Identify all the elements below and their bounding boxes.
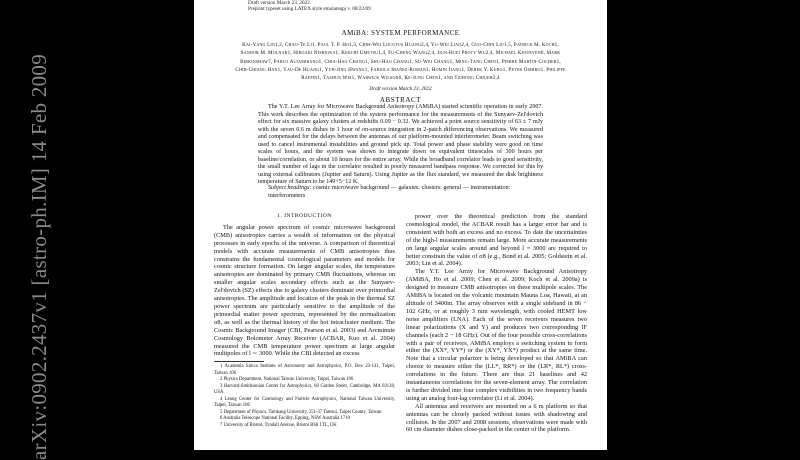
right-paragraph-3: All antennas and receivers are mounted on a 6 m platform so that antennas can be closely packed without issues with shadowing and collision. In the 2007 and 2008 sessions, observations were made with 60 cm diameter dishes close-packed in the center of the platform.	[406, 402, 587, 434]
introduction-heading: 1. INTRODUCTION	[277, 213, 332, 219]
right-column	[406, 213, 587, 434]
footnote: 7 University of Bristol, Tyndall Avenue, Bristol BS8 1TL, UK	[220, 422, 337, 428]
right-paragraph-2: The Y.T. Lee Array for Microwave Background Anisotropy (AMiBA, Ho et al. 2009; Chen et al. 2009; Koch et al. 2009a) is designed to measure CMB anisotropies on these multipole scales. The AMiBA is located on the volcanic mountain Mauna Loa, Hawaii, at an altitude of 3400m. The array observes with a single sideband in 86 − 102 GHz, or at roughly 3 mm wavelength, with cooled HEMT low noise amplifiers (LNA). Each of the seven receivers measures two linear polarizations (X and Y) and produces two corresponding IF channels (each 2 − 18 GHz). Out of the four possible cross-correlations with a pair of receivers, AMiBA employs a switching system to form either the (XX*, YY*) or the (XY*, YX*) product at the same time. Note that a circular polarizer is being developed so that AMiBA can choose to measure either the (LL*, RR*) or the (LR*, RL*) cross-correlations in the future. There are thus 21 baselines and 42 instantaneous correlations for the seven-element array. The correlation is further divided into four complex visibilities in two frequency bands using an analog four-lag correlator (Li et al. 2004).	[406, 268, 587, 402]
footnote: 6 Australia Telescope National Facility, Epping, NSW Australia 1710	[220, 416, 350, 422]
draft-date: Draft version March 23, 2022	[369, 86, 432, 92]
draft-version-header: Draft version March 23, 2022	[248, 0, 310, 6]
right-paragraph-1: power over the theoretical prediction from the standard cosmological model, the ACBAR result has a larger error bar and is consistent with both an excess and no excess. To date the uncertainties of the high-l measurements remain large. More accurate measurements on large angular scales around and beyond l = 3000 are required to better constrain the value of σ8 (e.g., Bond et al. 2005; Goldstein et al. 2003; Lin et al. 2004).	[406, 213, 587, 268]
abstract-heading: ABSTRACT	[379, 96, 422, 104]
left-column	[214, 213, 395, 429]
footnote-rule	[214, 361, 264, 362]
footnote: 1 Academia Sinica Institute of Astronomy and Astrophysics, P.O. Box 23-141, Taipei, Taiwan 106	[214, 364, 395, 376]
author-list: Kai-Yang Lin1,2, Chao-Te Li1, Paul T. P. Ho1,3, Chih-Wei Locutus Huang2,4, Yu-Wei Liao2,4, Guo-Chin Liu1,5, Patrick M. Koch1, Sandor M. Molnar1, Hiroaki Nishioka1, Keiichi Umetsu1,4, Fu-Cheng Wang2,4, Jiun-Huei Proty Wu2,4, Michael Kesteven6, Mark Birkinshaw7, Pablo Altamirano1, Chia-Hao Chang1, Shu-Hao Chang1, Su-Wei Chang1, Ming-Tang Chen1, Pierre Martin-Cocher1, Chih-Chiang Han1, Yau-De Huang1, Yuh-Jing Hwang1, Fabiola Ibañez-Roman1, Homin Jiang1, Derek Y. Kubo1, Peter Oshiro1, Philippe Raffin1, Tashun Wei1, Warwick Wilson6, Ke-Jung Chen1, and Tzihong Chiueh2,4	[235, 42, 566, 82]
preprint-header: Preprint typeset using LATEX style emulateapj v. 08/22/09	[248, 6, 371, 12]
subject-headings-text: cosmic microwave background — galaxies: clusters: general — instrumentation: interferometers	[268, 185, 511, 199]
abstract-text: The Y.T. Lee Array for Microwave Background Anisotropy (AMiBA) started scientific operation in early 2007. This work describes the optimization of the system performance for the measurements of the Sunyaev-Zel'dovich effect for six massive galaxy clusters at redshifts 0.09 − 0.32. We achieved a point source sensitivity of 63 ± 7 mJy with the seven 0.6 m dishes in 1 hour of on-source integration in 2-patch differencing observations. We measured and compensated for the delays between the antennas of our platform-mounted interferometer. Beam switching was used to cancel instrumental instabilities and ground pick up. Total power and phase stability were good on time scales of hours, and the system was shown to integrate down on equivalent timescales of 300 hours per baseline/correlation, or about 10 hours for the entire array. While the broadband correlator leads to good sensitivity, the small number of lags in the correlator resulted in poorly measured bandpass response. We corrected for this by using external calibrators (Jupiter and Saturn). Using Jupiter as the flux standard, we measured the disk brightness temperature of Saturn to be 149+5−12 K.	[258, 104, 543, 185]
footnote: 4 Leung Center for Cosmology and Particle Astrophysics, National Taiwan University, Taipei, Taiwan 106	[214, 396, 395, 409]
paper-page	[194, 0, 607, 450]
footnote: 2 Physics Department, National Taiwan University, Taipei, Taiwan 106	[220, 377, 354, 383]
paper-title: AMiBA: SYSTEM PERFORMANCE	[341, 29, 460, 37]
arxiv-stamp	[5, 53, 51, 460]
footnote: 5 Department of Physics, Tamkang University, 251-37 Tamsui, Taipei County, Taiwan	[220, 409, 382, 415]
intro-paragraph: The angular power spectrum of cosmic microwave background (CMB) anisotropies carries a wealth of information on the physical processes in early epochs of the universe. A comparison of theoretical models with accurate measurements of CMB anisotropies thus constrains the fundamental cosmological parameters and models for cosmic structure formation. On larger angular scales, the temperature anisotropies are dominated by primary CMB fluctuations, whereas on smaller angular scales secondary effects such as the Sunyaev-Zel'dovich (SZ) effects due to galaxy clusters dominate over primordial anisotropies. The amplitude and location of the peak in the thermal SZ power spectrum are particularly sensitive to the amplitude of the primordial matter power spectrum, represented by the normalization σ8, as well as the thermal history of the hot intracluster medium. The Cosmic Background Imager (CBI, Pearson et al. 2003) and Arcminute Cosmology Bolometer Array Receiver (ACBAR, Kuo et al. 2004) measured the CMB temperature power spectrum at large angular multipoles of l ∼ 3000. While the CBI detected an excess	[214, 223, 395, 358]
subject-headings-label: Subject headings:	[268, 185, 312, 191]
arxiv-stamp-text: arXiv:0902.2437v1 [astro-ph.IM] 14 Feb 2009	[27, 53, 51, 460]
footnote: 3 Harvard-Smithsonian Center for Astrophysics, 60 Garden Street, Cambridge, MA 02138, USA	[214, 383, 395, 396]
footnotes	[214, 364, 395, 429]
subject-headings	[268, 185, 543, 200]
